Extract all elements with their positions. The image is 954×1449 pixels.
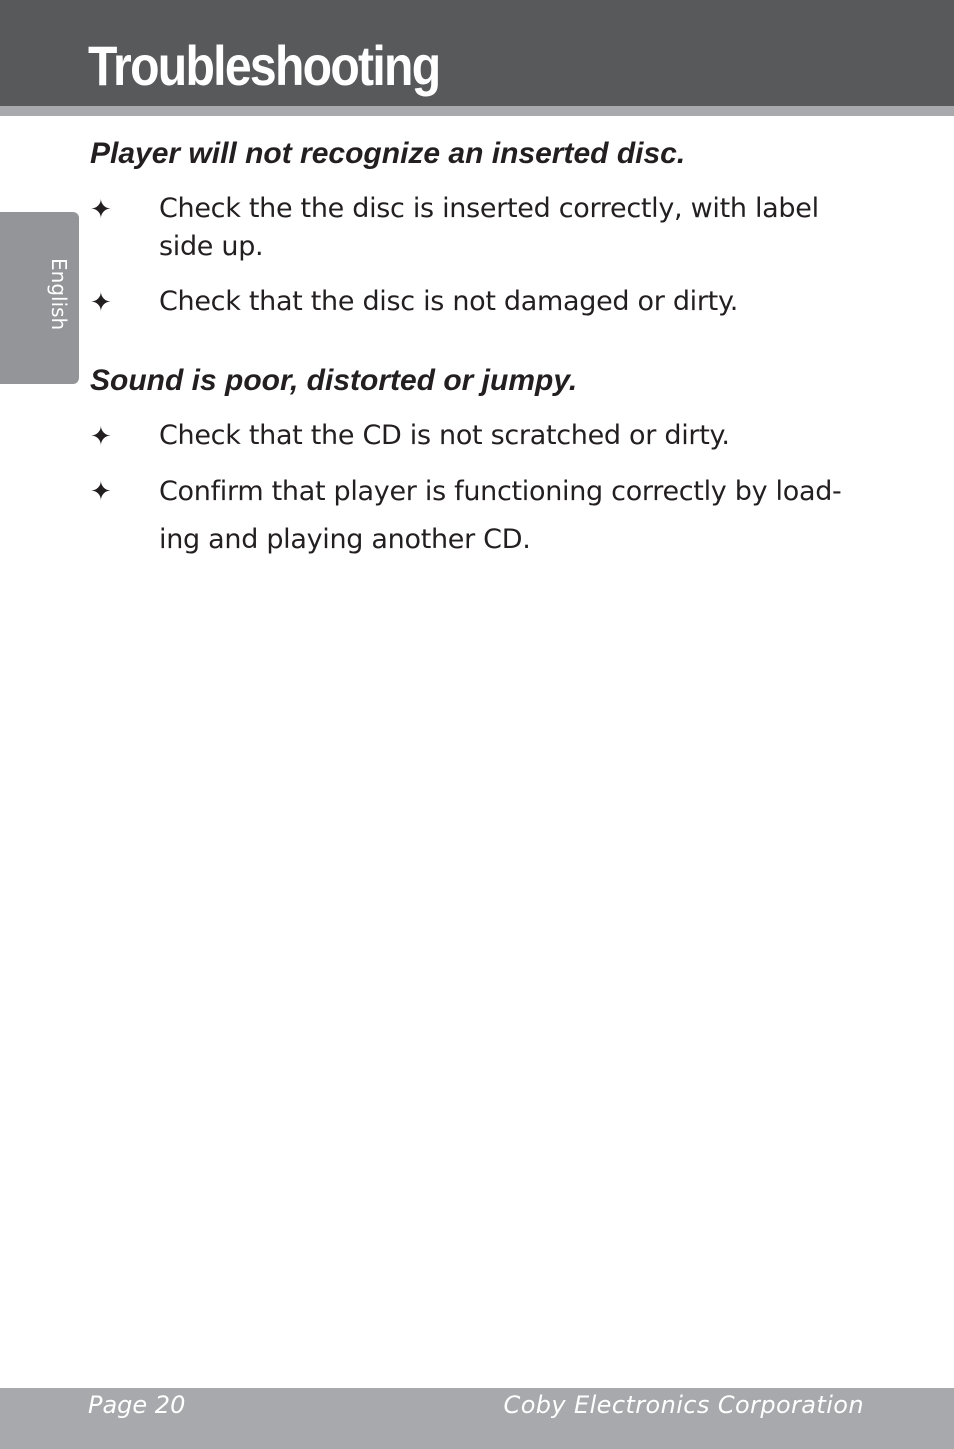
four-point-star-icon: ✦ xyxy=(90,195,112,225)
page-number: Page 20 xyxy=(88,1391,186,1419)
four-point-star-icon: ✦ xyxy=(90,477,112,507)
language-tab-label: English xyxy=(47,258,71,331)
four-point-star-icon: ✦ xyxy=(90,288,112,318)
header-underline xyxy=(0,106,954,116)
company-name: Coby Electronics Corporation xyxy=(503,1391,864,1419)
page-title: Troubleshooting xyxy=(88,34,440,97)
section-heading-sound-poor: Sound is poor, distorted or jumpy. xyxy=(90,364,578,397)
section-heading-disc-not-recognized: Player will not recognize an inserted disc. xyxy=(90,137,686,170)
list-item: Check that the disc is not damaged or dirty. xyxy=(159,286,739,317)
list-item: Check the the disc is inserted correctly, with label side up. xyxy=(159,193,819,262)
list-item: Confirm that player is functioning correctly by load-ing and playing another CD. xyxy=(159,476,842,555)
four-point-star-icon: ✦ xyxy=(90,422,112,452)
list-item: Check that the CD is not scratched or dirty. xyxy=(159,420,730,451)
